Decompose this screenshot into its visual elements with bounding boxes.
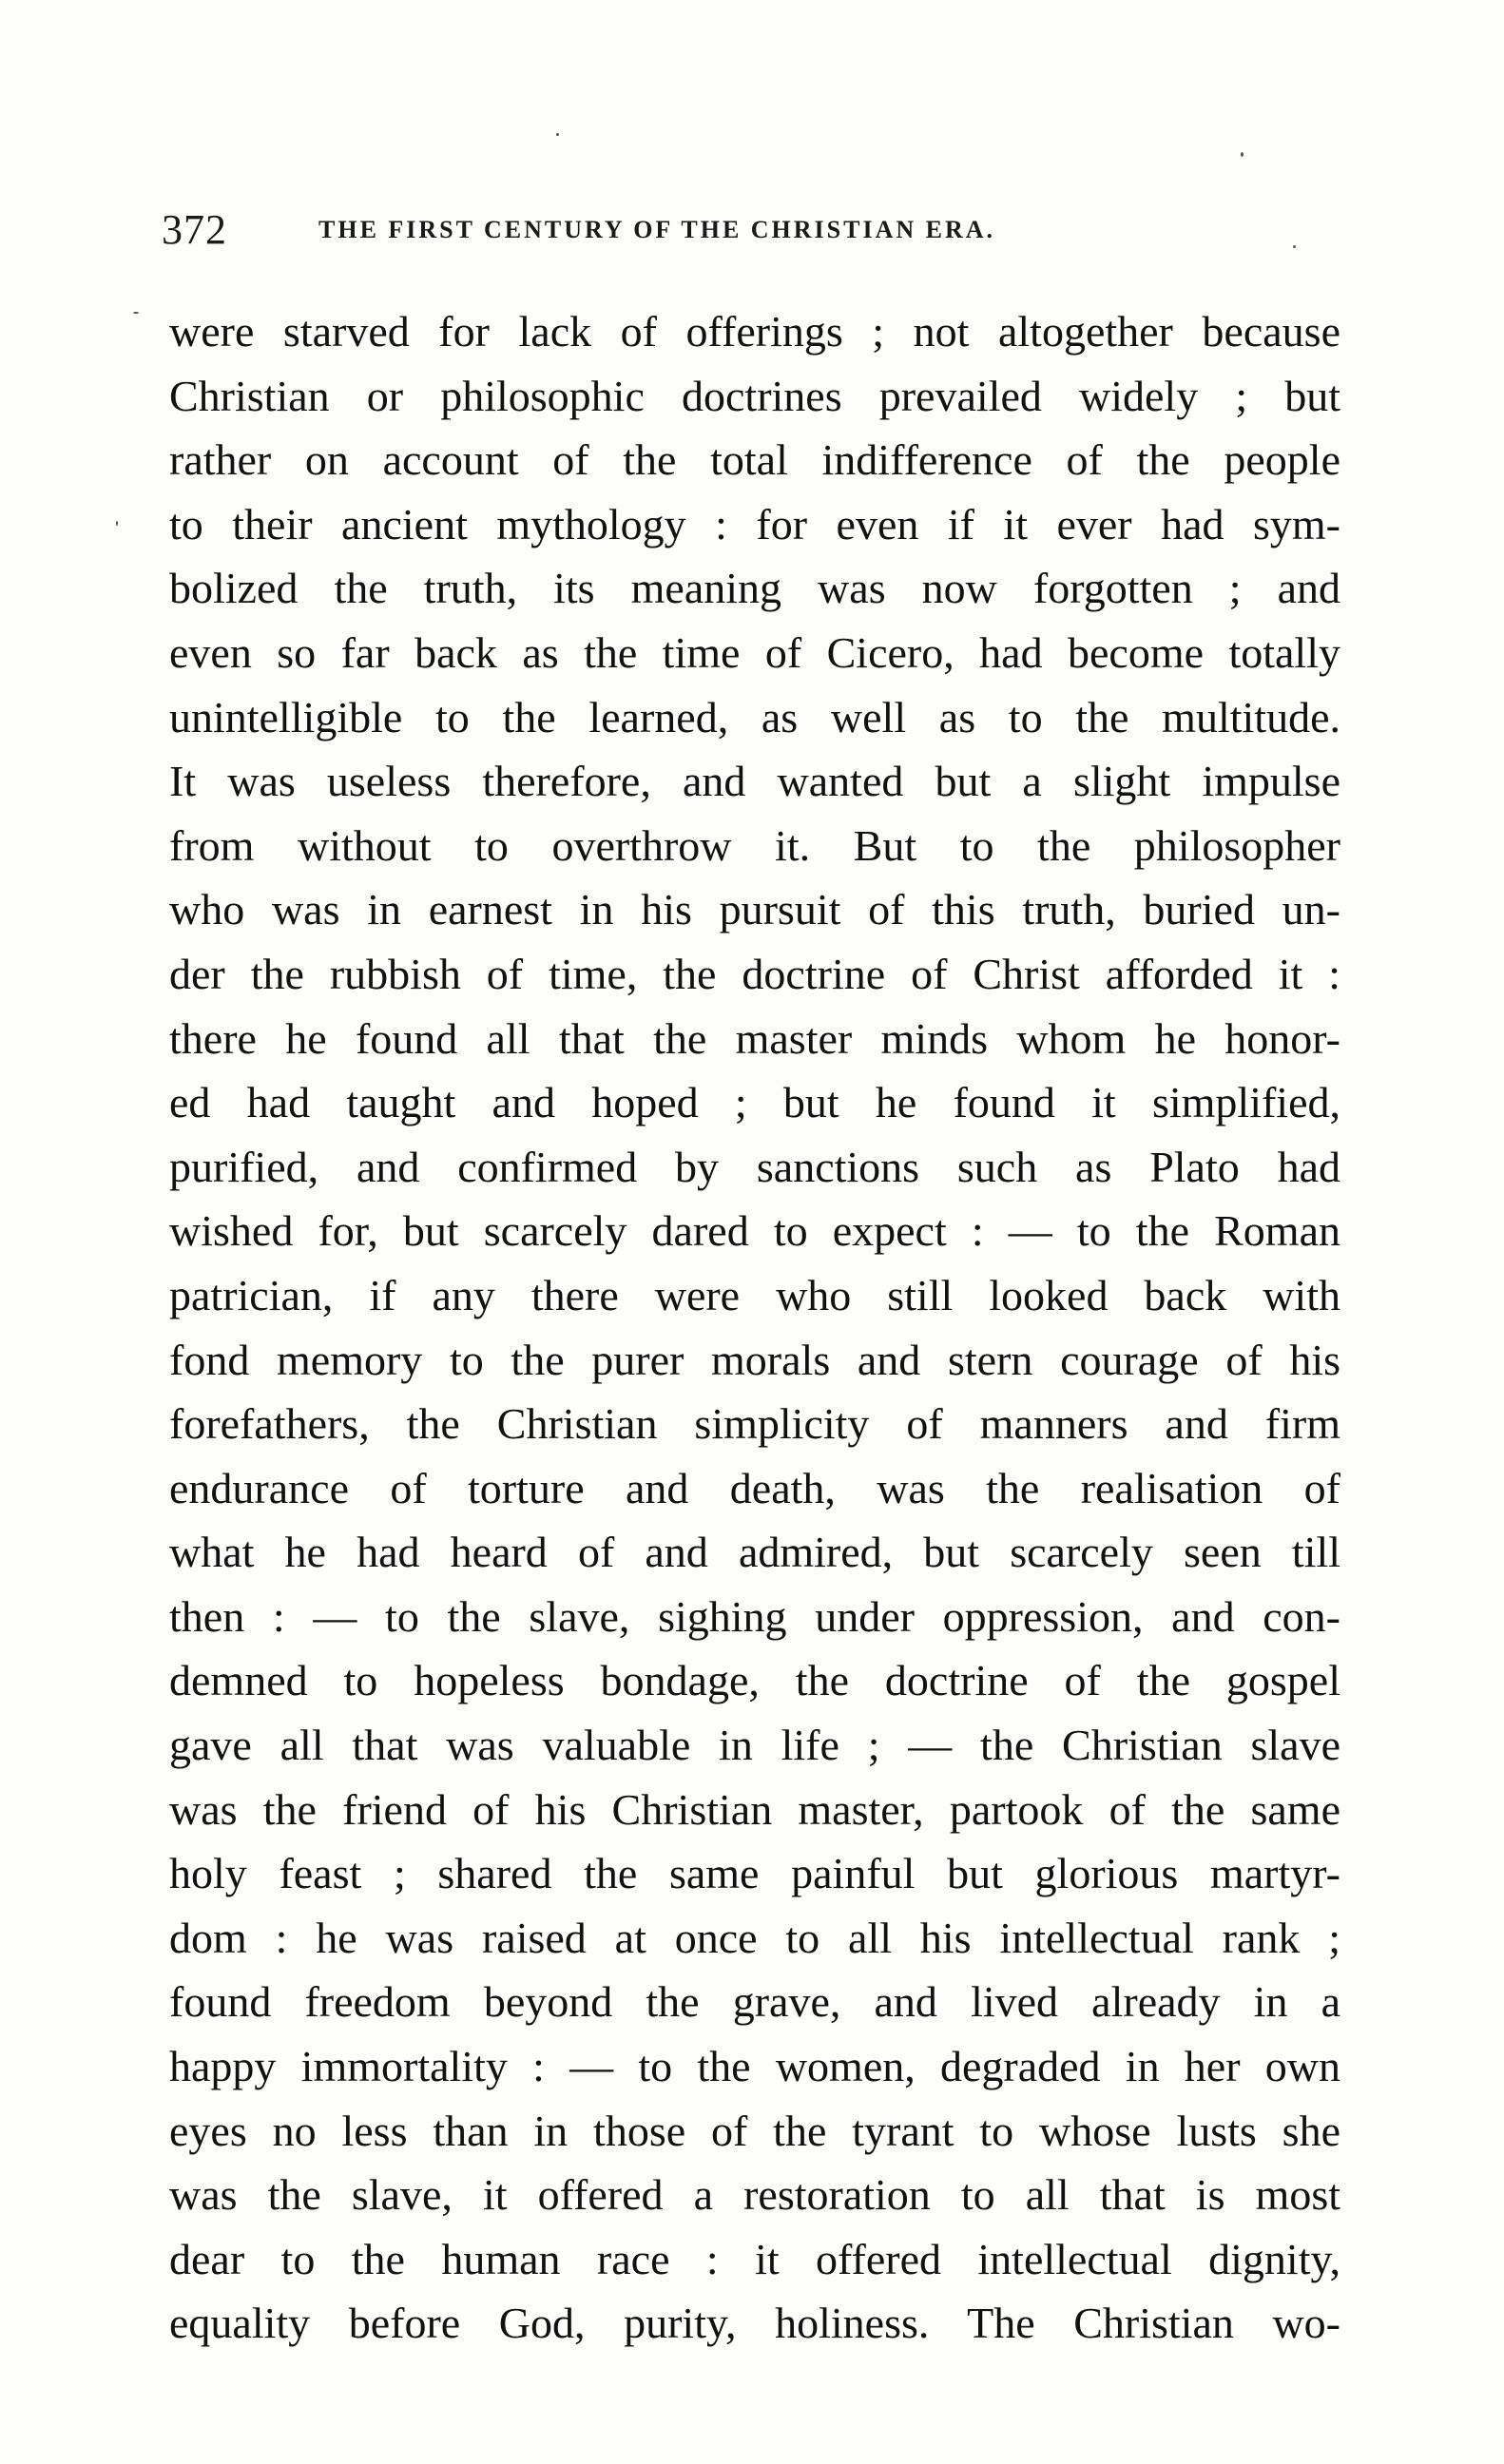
text-line: forefathers, the Christian simplicity of manners and firm	[169, 1399, 1340, 1449]
text-line: happy immortality : — to the women, degraded in her own	[169, 2042, 1340, 2091]
text-line: wished for, but scarcely dared to expect : — to the Roman	[169, 1206, 1340, 1256]
text-line: then : — to the slave, sighing under oppression, and con-	[169, 1591, 1340, 1641]
text-line: endurance of torture and death, was the realisation of	[169, 1463, 1340, 1512]
text-line: demned to hopeless bondage, the doctrine of the gospel	[169, 1656, 1340, 1705]
text-line: unintelligible to the learned, as well as to the multitude.	[169, 692, 1340, 741]
text-line: rather on account of the total indifference of the people	[169, 435, 1340, 485]
text-line: holy feast ; shared the same painful but glorious martyr-	[169, 1849, 1340, 1898]
body-text	[169, 299, 1340, 2356]
text-line: from without to overthrow it. But to the philosopher	[169, 820, 1340, 870]
text-line: fond memory to the purer morals and stern courage of his	[169, 1335, 1340, 1384]
text-line: dear to the human race : it offered intellectual dignity,	[169, 2234, 1340, 2283]
text-line: patrician, if any there were who still looked back with	[169, 1270, 1340, 1319]
text-line: what he had heard of and admired, but scarcely seen till	[169, 1528, 1340, 1577]
text-line: der the rubbish of time, the doctrine of Christ afforded it :	[169, 949, 1340, 998]
print-speck	[116, 521, 118, 526]
text-line: ed had taught and hoped ; but he found it simplified,	[169, 1078, 1340, 1127]
print-speck	[133, 312, 139, 314]
text-line: equality before God, purity, holiness. The Christian wo-	[169, 2299, 1340, 2348]
text-line: was the slave, it offered a restoration to all that is most	[169, 2170, 1340, 2220]
text-line: who was in earnest in his pursuit of this truth, buried un-	[169, 885, 1340, 934]
text-line: gave all that was valuable in life ; — the Christian slave	[169, 1721, 1340, 1770]
text-line: Christian or philosophic doctrines prevailed widely ; but	[169, 371, 1340, 420]
print-speck	[556, 133, 559, 136]
text-line: to their ancient mythology : for even if it ever had sym-	[169, 499, 1340, 549]
text-line: found freedom beyond the grave, and lived already in a	[169, 1977, 1340, 2027]
text-line: were starved for lack of offerings ; not altogether because	[169, 307, 1340, 356]
running-title: THE FIRST CENTURY OF THE CHRISTIAN ERA.	[318, 216, 996, 243]
text-line: was the friend of his Christian master, partook of the same	[169, 1784, 1340, 1834]
print-speck	[1241, 152, 1244, 157]
print-speck	[1293, 245, 1296, 248]
text-line: bolized the truth, its meaning was now forgotten ; and	[169, 564, 1340, 613]
text-line: dom : he was raised at once to all his intellectual rank ;	[169, 1913, 1340, 1962]
text-line: there he found all that the master minds whom he honor-	[169, 1013, 1340, 1063]
text-line: even so far back as the time of Cicero, had become totally	[169, 627, 1340, 677]
text-line: eyes no less than in those of the tyrant to whose lusts she	[169, 2106, 1340, 2155]
page-number: 372	[162, 206, 227, 253]
text-line: It was useless therefore, and wanted but a slight impulse	[169, 757, 1340, 806]
text-line: purified, and confirmed by sanctions such as Plato had	[169, 1142, 1340, 1191]
running-head	[162, 202, 1350, 259]
